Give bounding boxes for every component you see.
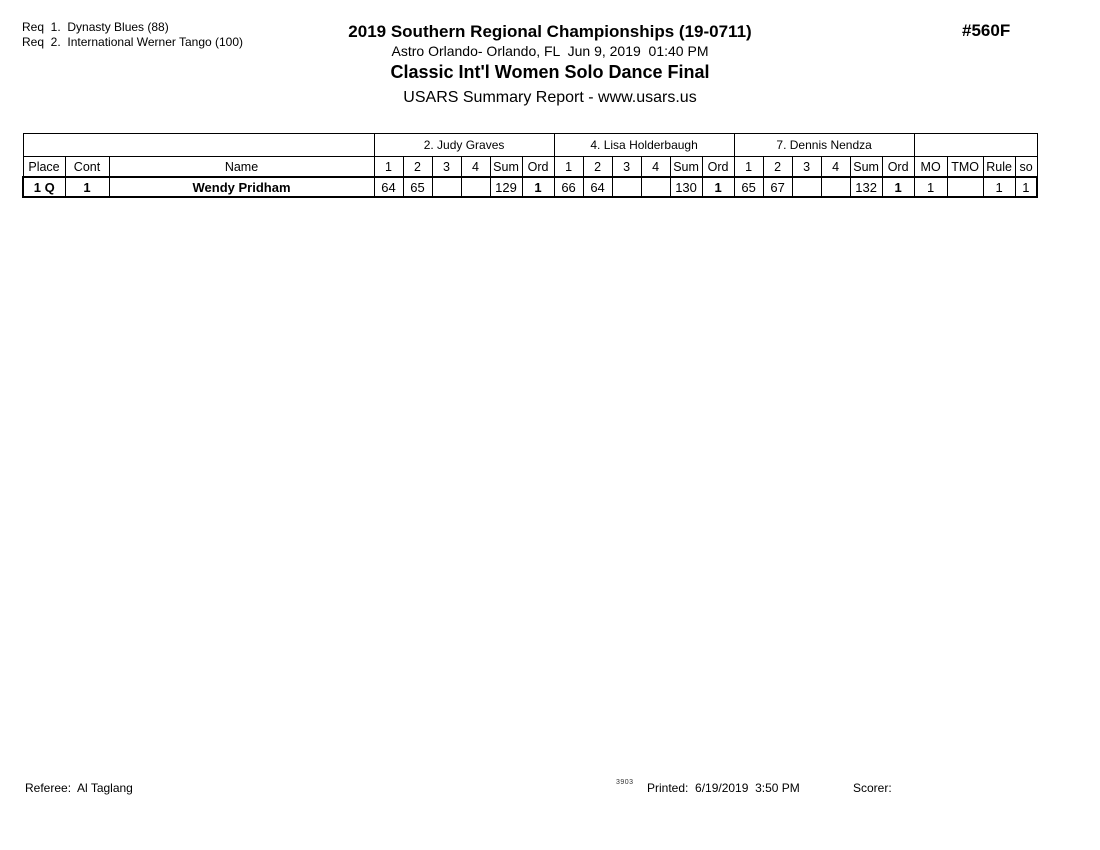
page-title: 2019 Southern Regional Championships (19-0711) (348, 22, 752, 41)
judge2-col1-header: 1 (554, 157, 583, 178)
venue-date-line: Astro Orlando- Orlando, FL Jun 9, 2019 01:40 PM (391, 43, 709, 59)
table-row (23, 177, 1037, 197)
rule-header: Rule (983, 157, 1015, 178)
judge-1-name: 2. Judy Graves (374, 134, 554, 157)
judge2-ord-cell: 1 (702, 177, 734, 197)
judge1-col2-header: 2 (403, 157, 432, 178)
judge1-ord-header: Ord (522, 157, 554, 178)
judge-row-left-filler (23, 134, 374, 157)
place-cell: 1 Q (23, 177, 65, 197)
judge1-col3-header: 3 (432, 157, 461, 178)
judge2-score1-cell: 66 (554, 177, 583, 197)
judge2-col3-header: 3 (612, 157, 641, 178)
req-line-1: Req 1. Dynasty Blues (88) (22, 20, 169, 34)
judge1-ord-cell: 1 (522, 177, 554, 197)
req-line-2: Req 2. International Werner Tango (100) (22, 35, 244, 49)
report-title: USARS Summary Report - www.usars.us (403, 89, 697, 106)
judge-name-row (23, 134, 1037, 157)
referee-line: Referee: Al Taglang (25, 781, 133, 795)
column-header-row (23, 157, 1037, 178)
rule-cell: 1 (983, 177, 1015, 197)
mo-cell: 1 (914, 177, 947, 197)
cont-header: Cont (65, 157, 109, 178)
judge3-sum-cell: 132 (850, 177, 882, 197)
judge1-score1-cell: 64 (374, 177, 403, 197)
judge-2-name: 4. Lisa Holderbaugh (554, 134, 734, 157)
tmo-header: TMO (947, 157, 983, 178)
judge1-col1-header: 1 (374, 157, 403, 178)
judge2-col2-header: 2 (583, 157, 612, 178)
judge3-score4-cell (821, 177, 850, 197)
place-header: Place (23, 157, 65, 178)
judge3-col3-header: 3 (792, 157, 821, 178)
judge1-sum-header: Sum (490, 157, 522, 178)
judge2-score4-cell (641, 177, 670, 197)
judge1-score3-cell (432, 177, 461, 197)
version-mark: 3903 (616, 779, 634, 786)
judge1-col4-header: 4 (461, 157, 490, 178)
judge2-sum-cell: 130 (670, 177, 702, 197)
judge3-col4-header: 4 (821, 157, 850, 178)
judge-3-name: 7. Dennis Nendza (734, 134, 914, 157)
event-title: Classic Int'l Women Solo Dance Final (390, 62, 710, 82)
judge2-ord-header: Ord (702, 157, 734, 178)
judge3-col2-header: 2 (763, 157, 792, 178)
judge-row-right-filler (914, 134, 1037, 157)
so-cell: 1 (1015, 177, 1037, 197)
results-table (22, 133, 1038, 198)
so-header: so (1015, 157, 1037, 178)
judge3-ord-cell: 1 (882, 177, 914, 197)
name-header: Name (109, 157, 374, 178)
printed-line: Printed: 6/19/2019 3:50 PM (647, 781, 800, 795)
judge2-score3-cell (612, 177, 641, 197)
judge3-sum-header: Sum (850, 157, 882, 178)
judge3-score1-cell: 65 (734, 177, 763, 197)
event-number: #560F (962, 21, 1011, 40)
scorer-line: Scorer: (853, 781, 892, 795)
judge3-score3-cell (792, 177, 821, 197)
judge3-score2-cell: 67 (763, 177, 792, 197)
judge2-sum-header: Sum (670, 157, 702, 178)
judge1-score2-cell: 65 (403, 177, 432, 197)
cont-cell: 1 (65, 177, 109, 197)
tmo-cell (947, 177, 983, 197)
judge3-ord-header: Ord (882, 157, 914, 178)
judge1-sum-cell: 129 (490, 177, 522, 197)
judge3-col1-header: 1 (734, 157, 763, 178)
judge2-score2-cell: 64 (583, 177, 612, 197)
mo-header: MO (914, 157, 947, 178)
skater-name-cell: Wendy Pridham (109, 177, 374, 197)
judge2-col4-header: 4 (641, 157, 670, 178)
judge1-score4-cell (461, 177, 490, 197)
